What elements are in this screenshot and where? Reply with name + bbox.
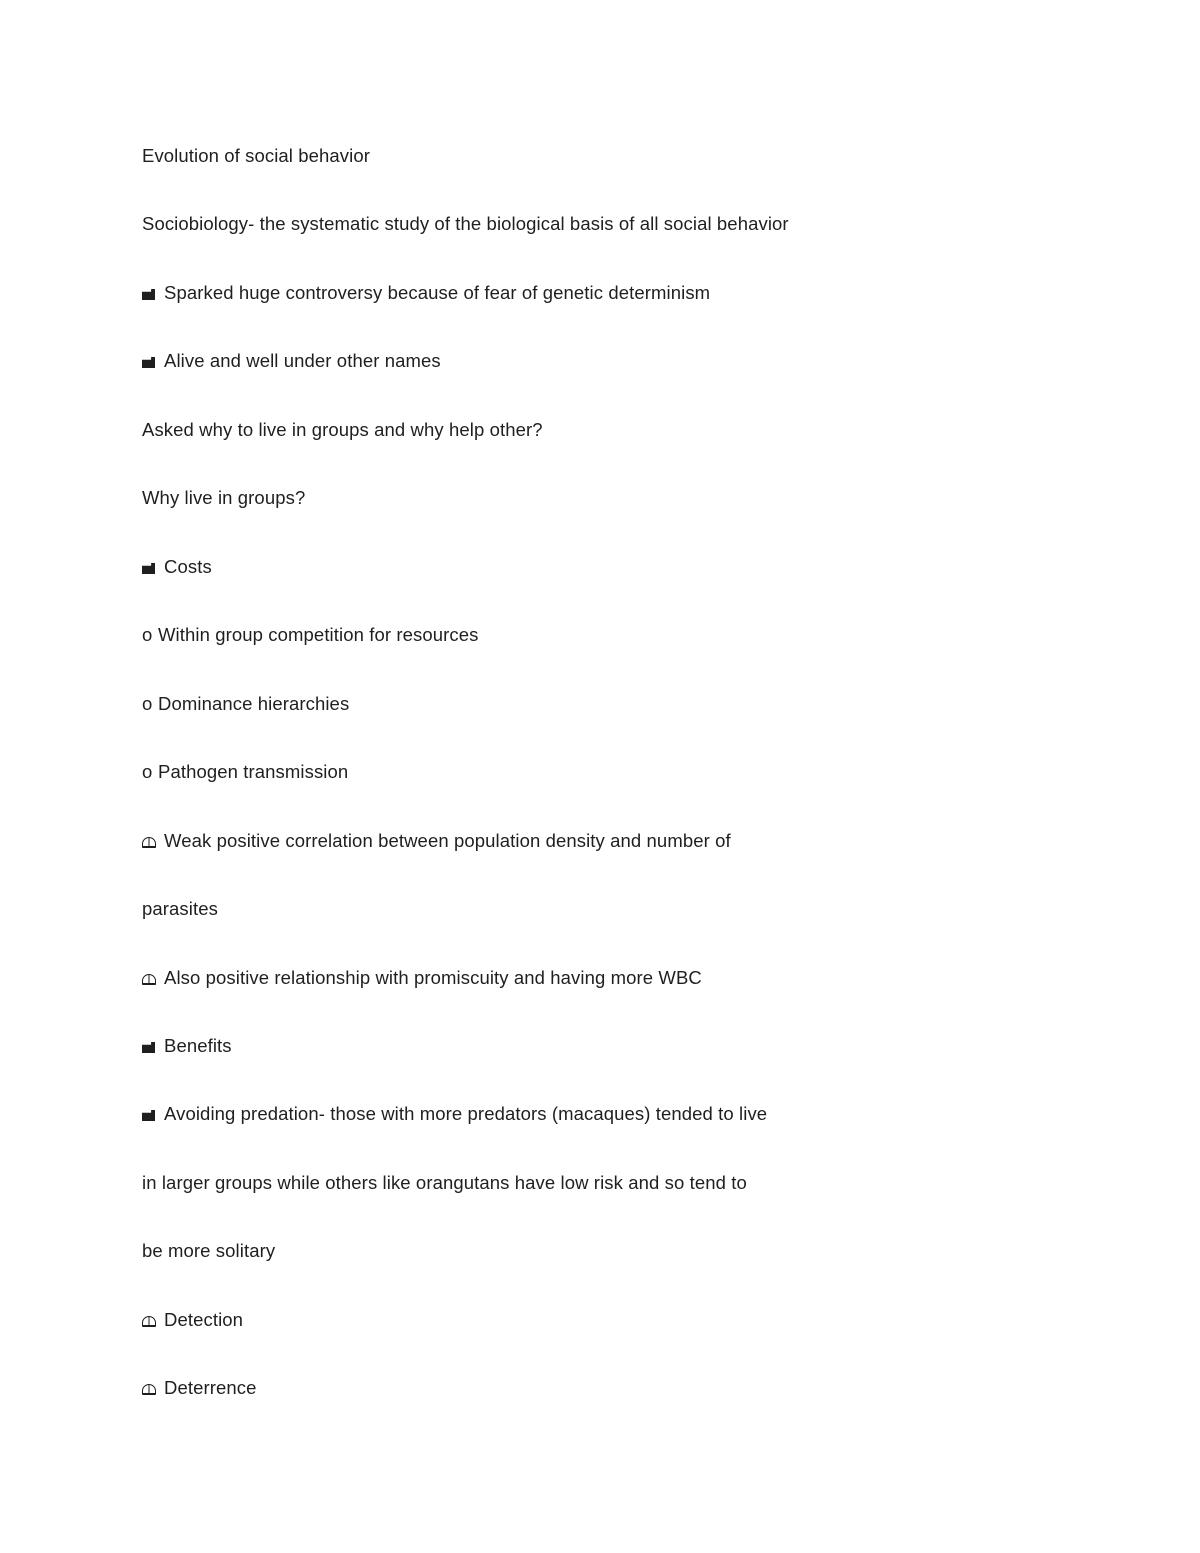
bullet-line <box>142 1376 257 1400</box>
bullet-line <box>142 1034 232 1058</box>
line-text: parasites <box>142 898 218 919</box>
line-text: in larger groups while others like orangutans have low risk and so tend to <box>142 1172 747 1193</box>
continuation-line <box>142 1239 275 1263</box>
text-line <box>142 418 543 442</box>
sub-bullet-line <box>142 760 348 784</box>
square-bullet-icon <box>142 1102 164 1126</box>
bullet-line <box>142 281 710 305</box>
sub-bullet-line <box>142 692 349 716</box>
line-text: Detection <box>164 1309 244 1330</box>
line-text: Evolution of social behavior <box>142 145 371 166</box>
bullet-line <box>142 966 702 990</box>
bullet-line <box>142 555 212 579</box>
section-heading <box>142 486 305 510</box>
circle-bullet-marker: o <box>142 761 153 782</box>
line-text: Costs <box>164 556 212 577</box>
dome-bullet-icon <box>142 1308 164 1332</box>
line-text: Benefits <box>164 1035 232 1056</box>
square-bullet-icon <box>142 349 164 373</box>
line-text: Avoiding predation- those with more predators (macaques) tended to live <box>164 1103 768 1124</box>
bullet-line <box>142 829 731 853</box>
square-bullet-icon <box>142 281 164 305</box>
line-text: Pathogen transmission <box>158 761 349 782</box>
dome-bullet-icon <box>142 1376 164 1400</box>
line-text: be more solitary <box>142 1240 276 1261</box>
line-text: Asked why to live in groups and why help other? <box>142 419 543 440</box>
sub-bullet-line <box>142 623 479 647</box>
line-text: Alive and well under other names <box>164 350 441 371</box>
line-text: Within group competition for resources <box>158 624 479 645</box>
bullet-line <box>142 1308 243 1332</box>
continuation-line <box>142 897 218 921</box>
bullet-line <box>142 349 441 373</box>
document-title <box>142 144 370 168</box>
circle-bullet-marker: o <box>142 624 153 645</box>
line-text: Why live in groups? <box>142 487 306 508</box>
line-text: Also positive relationship with promiscuity and having more WBC <box>164 967 702 988</box>
square-bullet-icon <box>142 555 164 579</box>
definition-line <box>142 212 789 236</box>
circle-bullet-marker: o <box>142 693 153 714</box>
line-text: Weak positive correlation between population density and number of <box>164 830 731 851</box>
dome-bullet-icon <box>142 829 164 853</box>
line-text: Deterrence <box>164 1377 257 1398</box>
continuation-line <box>142 1171 747 1195</box>
dome-bullet-icon <box>142 966 164 990</box>
square-bullet-icon <box>142 1034 164 1058</box>
line-text: Sociobiology- the systematic study of the biological basis of all social behavior <box>142 213 789 234</box>
bullet-line <box>142 1102 767 1126</box>
line-text: Sparked huge controversy because of fear of genetic determinism <box>164 282 711 303</box>
line-text: Dominance hierarchies <box>158 693 350 714</box>
